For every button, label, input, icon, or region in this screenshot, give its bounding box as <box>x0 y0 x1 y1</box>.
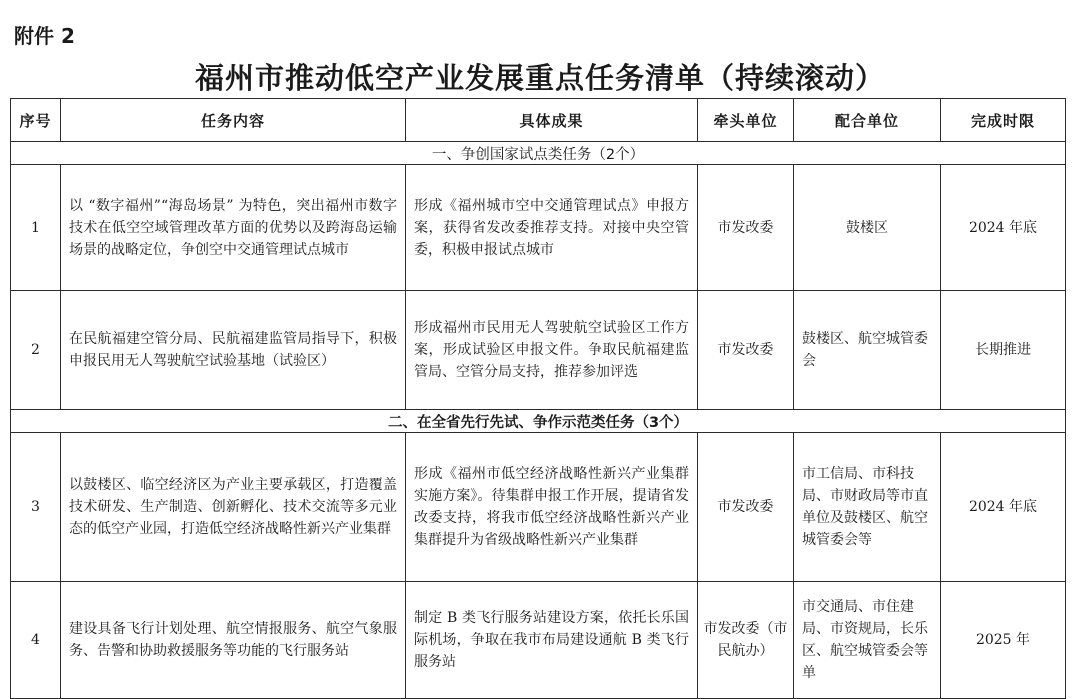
cell-deadline: 2024 年底 <box>941 433 1066 582</box>
header-results: 具体成果 <box>406 99 698 142</box>
cell-seq: 3 <box>11 433 61 582</box>
table-row <box>11 433 1066 582</box>
task-table <box>10 98 1066 699</box>
cell-content: 以 “数字福州”“海岛场景” 为特色，突出福州市数字技术在低空空域管理改革方面的优势以及跨海岛运输场景的战略定位，争创空中交通管理试点城市 <box>61 165 406 291</box>
header-lead: 牵头单位 <box>698 99 794 142</box>
section-row <box>11 142 1066 165</box>
page-title: 福州市推动低空产业发展重点任务清单（持续滚动） <box>194 61 885 95</box>
header-content: 任务内容 <box>61 99 406 142</box>
cell-results: 形成《福州市低空经济战略性新兴产业集群实施方案》。待集群申报工作开展，提请省发改委支持，将我市低空经济战略性新兴产业集群提升为省级战略性新兴产业集群 <box>406 433 698 582</box>
header-coop: 配合单位 <box>794 99 941 142</box>
table-row <box>11 165 1066 291</box>
cell-deadline: 2024 年底 <box>941 165 1066 291</box>
table-header-row <box>11 99 1066 142</box>
cell-coop: 鼓楼区 <box>794 165 941 291</box>
cell-content: 建设具备飞行计划处理、航空情报服务、航空气象服务、告警和协助救援服务等功能的飞行服务站 <box>61 582 406 699</box>
section-label: 一、争创国家试点类任务（2个） <box>11 142 1066 165</box>
header-seq: 序号 <box>11 99 61 142</box>
cell-seq: 4 <box>11 582 61 699</box>
cell-lead: 市发改委 <box>698 165 794 291</box>
cell-coop: 鼓楼区、航空城管委会 <box>794 291 941 410</box>
cell-seq: 2 <box>11 291 61 410</box>
section-row <box>11 410 1066 433</box>
cell-lead: 市发改委 <box>698 433 794 582</box>
cell-content: 在民航福建空管分局、民航福建监管局指导下，积极申报民用无人驾驶航空试验基地（试验区） <box>61 291 406 410</box>
cell-seq: 1 <box>11 165 61 291</box>
table-row <box>11 291 1066 410</box>
cell-content: 以鼓楼区、临空经济区为产业主要承载区，打造覆盖技术研发、生产制造、创新孵化、技术交流等多元业态的低空产业园，打造低空经济战略性新兴产业集群 <box>61 433 406 582</box>
cell-coop: 市交通局、市住建局、市资规局，长乐区、航空城管委会等单 <box>794 582 941 699</box>
cell-results: 制定 B 类飞行服务站建设方案，依托长乐国际机场，争取在我市布局建设通航 B 类飞行服务站 <box>406 582 698 699</box>
header-deadline: 完成时限 <box>941 99 1066 142</box>
cell-coop: 市工信局、市科技局、市财政局等市直单位及鼓楼区、航空城管委会等 <box>794 433 941 582</box>
cell-deadline: 长期推进 <box>941 291 1066 410</box>
cell-results: 形成《福州城市空中交通管理试点》申报方案，获得省发改委推荐支持。对接中央空管委，积极申报试点城市 <box>406 165 698 291</box>
table-row <box>11 582 1066 699</box>
cell-results: 形成福州市民用无人驾驶航空试验区工作方案，形成试验区申报文件。争取民航福建监管局、空管分局支持，推荐参加评选 <box>406 291 698 410</box>
cell-lead: 市发改委（市民航办） <box>698 582 794 699</box>
attachment-label: 附件 2 <box>14 24 75 48</box>
section-label: 二、在全省先行先试、争作示范类任务（3个） <box>11 410 1066 433</box>
cell-lead: 市发改委 <box>698 291 794 410</box>
cell-deadline: 2025 年 <box>941 582 1066 699</box>
